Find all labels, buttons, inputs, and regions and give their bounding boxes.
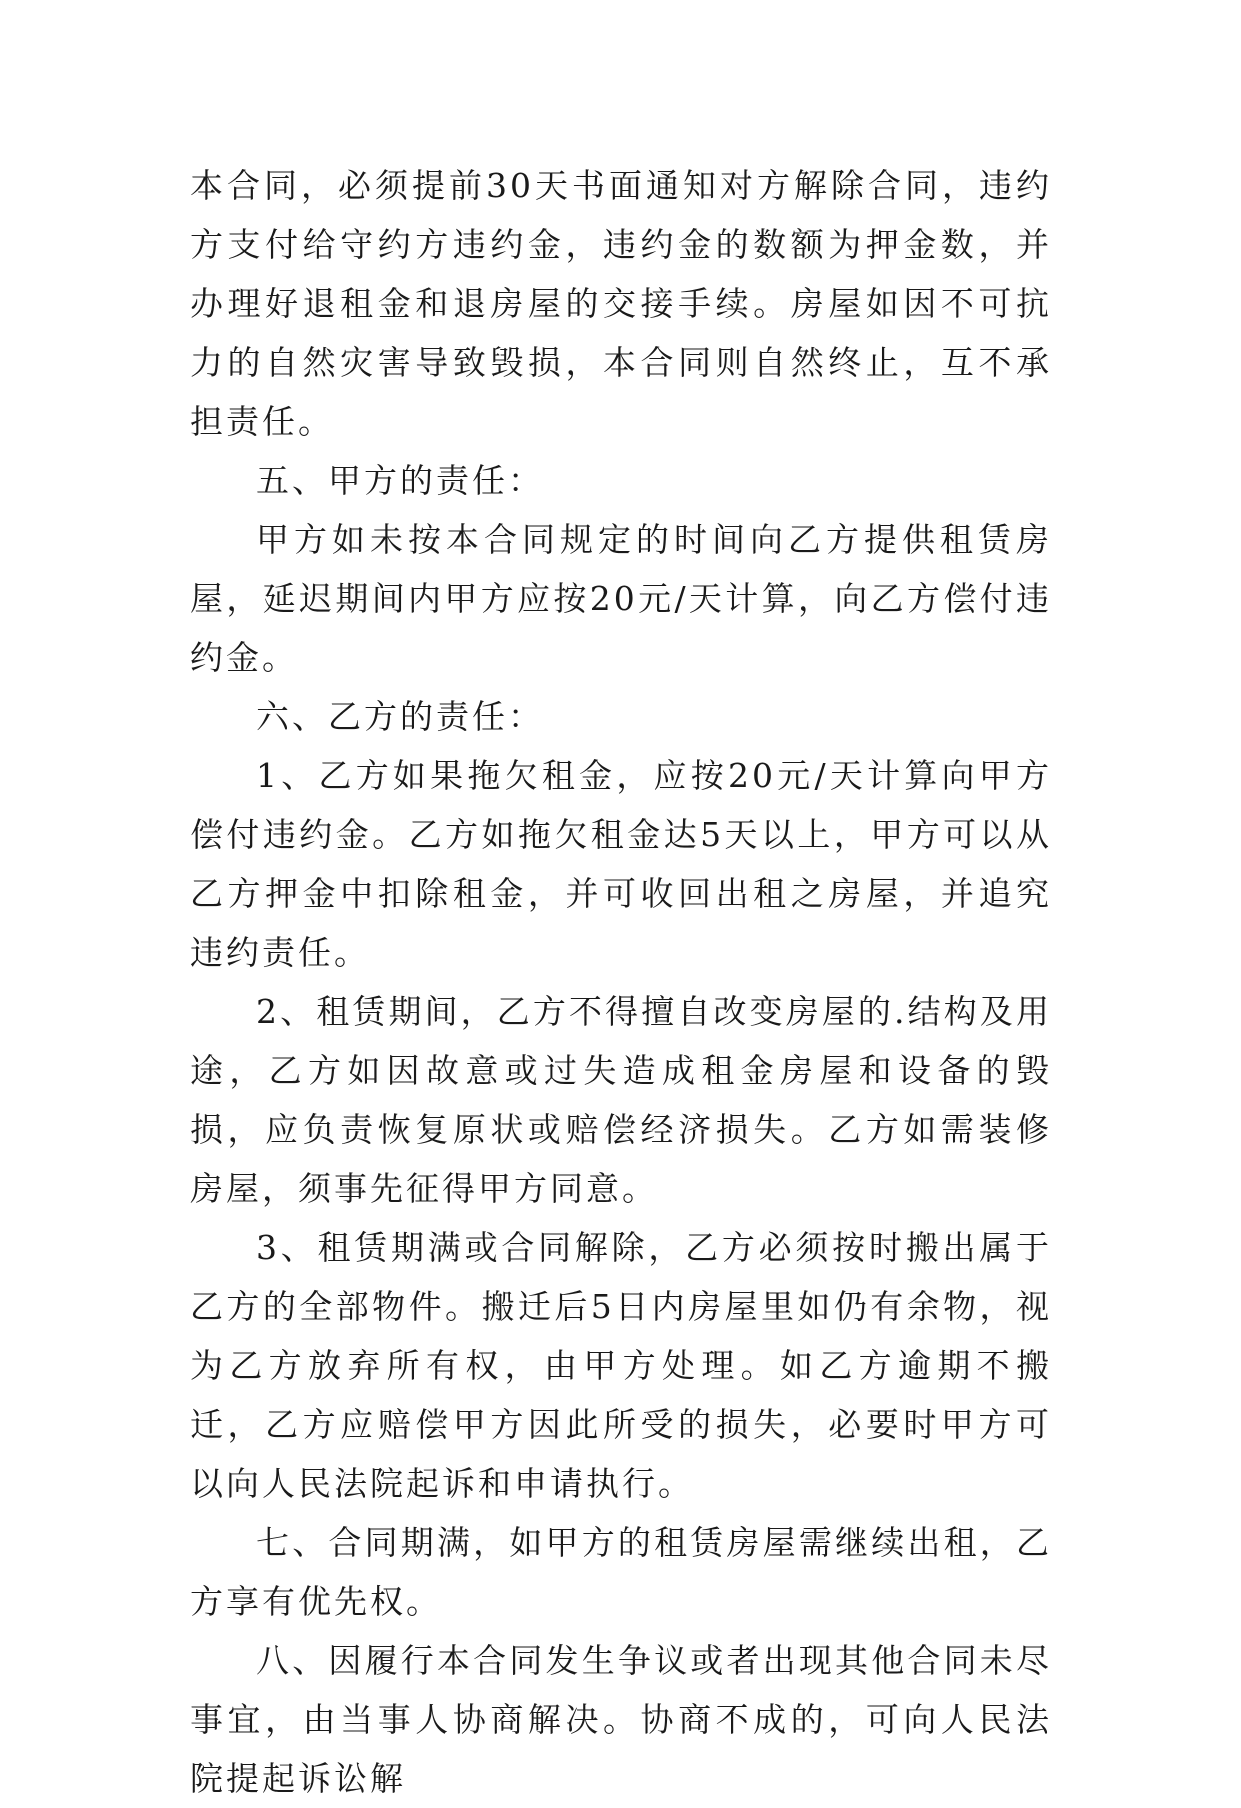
heading-party-a-responsibility: 五、甲方的责任：	[256, 461, 544, 500]
document-body	[190, 156, 1052, 1808]
heading-party-b-responsibility: 六、乙方的责任：	[256, 697, 544, 736]
paragraph-party-b-move-out: 3、租赁期满或合同解除，乙方必须按时搬出属于乙方的全部物件。搬迁后5日内房屋里如仍有余物，视为乙方放弃所有权，由甲方处理。如乙方逾期不搬迁，乙方应赔偿甲方因此所受的损失，必要时甲方可以向人民法院起诉和申请执行。	[190, 1228, 1052, 1503]
paragraph-party-b-rent-arrears: 1、乙方如果拖欠租金，应按20元/天计算向甲方偿付违约金。乙方如拖欠租金达5天以上，甲方可以从乙方押金中扣除租金，并可收回出租之房屋，并追究违约责任。	[190, 756, 1052, 972]
paragraph-party-b-structure: 2、租赁期间，乙方不得擅自改变房屋的.结构及用途，乙方如因故意或过失造成租金房屋和设备的毁损，应负责恢复原状或赔偿经济损失。乙方如需装修房屋，须事先征得甲方同意。	[190, 992, 1052, 1208]
paragraph-breach-termination: 本合同，必须提前30天书面通知对方解除合同，违约方支付给守约方违约金，违约金的数额为押金数，并办理好退租金和退房屋的交接手续。房屋如因不可抗力的自然灾害导致毁损，本合同则自然终止，互不承担责任。	[190, 166, 1052, 441]
paragraph-party-a-delay: 甲方如未按本合同规定的时间向乙方提供租赁房屋，延迟期间内甲方应按20元/天计算，向乙方偿付违约金。	[190, 520, 1052, 677]
paragraph-priority-right: 七、合同期满，如甲方的租赁房屋需继续出租，乙方享有优先权。	[190, 1523, 1052, 1621]
paragraph-dispute-resolution: 八、因履行本合同发生争议或者出现其他合同未尽事宜，由当事人协商解决。协商不成的，可向人民法院提起诉讼解	[190, 1641, 1052, 1798]
